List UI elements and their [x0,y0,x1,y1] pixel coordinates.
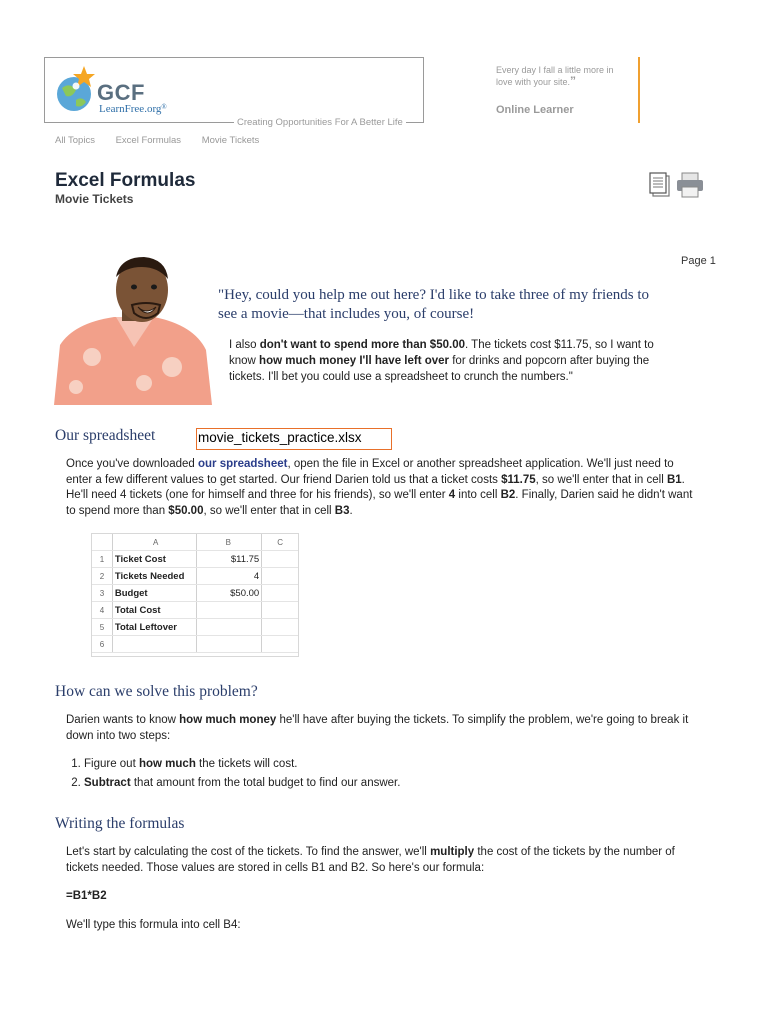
logo-learnfree-text: LearnFree.org® [99,103,167,115]
document-icon[interactable] [648,172,672,198]
section-heading-spreadsheet: Our spreadsheet [55,427,156,444]
download-file-link[interactable]: movie_tickets_practice.xlsx [196,428,392,450]
testimonial-quote: Every day I fall a little more in love with your site.” [496,65,614,88]
section-heading-solve: How can we solve this problem? [55,683,258,700]
darien-character-illustration [54,255,214,405]
sheet-row: 6 [92,636,298,653]
sheet-header-row: A B C [92,534,298,551]
page-title: Excel Formulas [55,170,196,191]
sheet-row: 5 Total Leftover [92,619,298,636]
intro-quote: "Hey, could you help me out here? I'd like to take three of my friends to see a movie—that includes you, of course! [218,287,650,322]
list-item: 2. Subtract that amount from the total budget to find our answer. [84,774,696,793]
list-item: 1. Figure out how much the tickets will cost. [84,755,696,774]
solve-paragraph: Darien wants to know how much money he'll have after buying the tickets. To simplify the problem, we're going to break it down into two steps: [66,714,689,742]
breadcrumb [55,135,277,146]
formula-text: =B1*B2 [66,890,107,902]
spreadsheet-screenshot [91,533,299,657]
print-icon[interactable] [675,172,705,198]
tagline: Creating Opportunities For A Better Life [234,117,406,128]
steps-list [66,755,696,793]
formulas-paragraph: Let's start by calculating the cost of the tickets. To find the answer, we'll multiply the cost of the tickets by the number of tickets needed. Those values are stored in cells B1 and B2. So here's our formula: [66,846,675,874]
testimonial-author: Online Learner [496,104,574,116]
spreadsheet-link[interactable]: our spreadsheet [197,458,288,470]
sheet-row: 4 Total Cost [92,602,298,619]
breadcrumb-excel-formulas[interactable]: Excel Formulas [115,135,182,146]
sheet-row: 3 Budget $50.00 [92,585,298,602]
page-number: Page 1 [681,255,716,267]
globe-logo-icon[interactable] [54,64,98,114]
breadcrumb-movie-tickets[interactable]: Movie Tickets [201,135,260,146]
sheet-row: 1 Ticket Cost $11.75 [92,551,298,568]
divider [638,57,640,123]
steps-list-wrap [66,755,696,793]
page-subtitle: Movie Tickets [55,192,134,206]
intro-body: I also don't want to spend more than $50.00. The tickets cost $11.75, so I want to know how much money I'll have left over for drinks and popcorn after buying the tickets. I'll bet you could use a spreadsheet to crunch the numbers." [229,339,654,383]
formula-instruction: We'll type this formula into cell B4: [66,919,241,931]
breadcrumb-all-topics[interactable]: All Topics [55,135,95,146]
spreadsheet-paragraph: Once you've downloaded our spreadsheet, open the file in Excel or another spreadsheet application. We'll just need to enter a few different values to get started. Our friend Darien told us that a ticket costs $11.75, so we'll enter that in cell B1. He'll need 4 tickets (one for himself and three for his friends), so we'll enter 4 into cell B2. Finally, Darien said he didn't want to spend more than $50.00, so we'll enter that in cell B3. [66,458,693,517]
section-heading-formulas: Writing the formulas [55,815,185,832]
logo-gcf-text: GCF [97,80,145,105]
sheet-row: 2 Tickets Needed 4 [92,568,298,585]
